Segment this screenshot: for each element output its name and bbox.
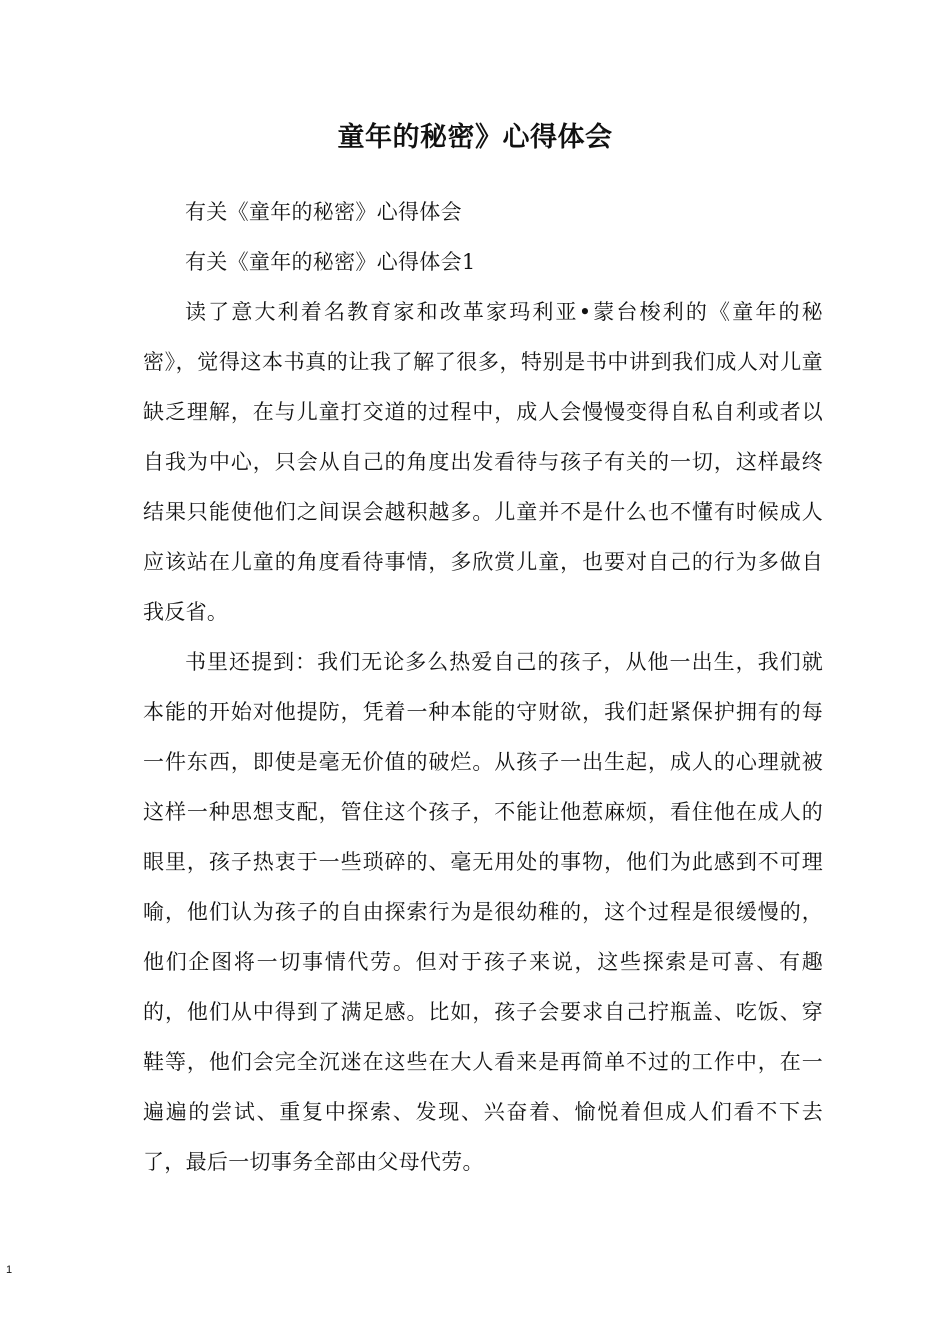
document-title: 童年的秘密》心得体会 — [337, 122, 613, 153]
paragraph-subtitle: 有关《童年的秘密》心得体会 — [185, 200, 462, 224]
paragraph-body: 读了意大利着名教育家和改革家玛利亚•蒙台梭利的《童年的秘密》，觉得这本书真的让我了解了很多，特别是书中讲到我们成人对儿童缺乏理解，在与儿童打交道的过程中，成人会慢慢变得自私自利或者以自我为中心，只会从自己的角度出发看待与孩子有关的一切，这样最终结果只能使他们之间误会越积越多。儿童并不是什么也不懂有时候成人应该站在儿童的角度看待事情，多欣赏儿童，也要对自己的行为多做自我反省。 — [143, 300, 823, 624]
paragraph-body: 书里还提到：我们无论多么热爱自己的孩子，从他一出生，我们就本能的开始对他提防，凭着一种本能的守财欲，我们赶紧保护拥有的每一件东西，即使是毫无价值的破烂。从孩子一出生起，成人的心理就被这样一种思想支配，管住这个孩子，不能让他惹麻烦，看住他在成人的眼里，孩子热衷于一些琐碎的、毫无用处的事物，他们为此感到不可理喻，他们认为孩子的自由探索行为是很幼稚的，这个过程是很缓慢的，他们企图将一切事情代劳。但对于孩子来说，这些探索是可喜、有趣的，他们从中得到了满足感。比如，孩子会要求自己拧瓶盖、吃饭、穿鞋等，他们会完全沉迷在这些在大人看来是再简单不过的工作中，在一遍遍的尝试、重复中探索、发现、兴奋着、愉悦着但成人们看不下去了，最后一切事务全部由父母代劳。 — [143, 650, 823, 1174]
document-body — [143, 187, 823, 1187]
paragraph-section-heading: 有关《童年的秘密》心得体会1 — [185, 250, 476, 274]
page-number: 1 — [6, 1264, 13, 1276]
